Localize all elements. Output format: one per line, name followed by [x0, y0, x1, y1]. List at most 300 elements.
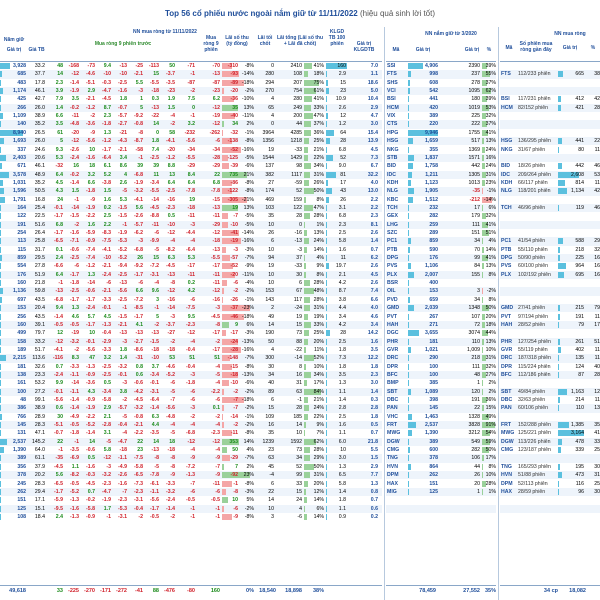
avg-price: 46.1: [34, 88, 45, 95]
buy-session-value: -4.1: [134, 196, 143, 203]
buy-session-value: -2.4: [54, 371, 63, 378]
table-row: [386, 254, 496, 262]
profit-unreal-pct: -6%: [244, 380, 254, 387]
profit-total-pct: 52%: [313, 355, 324, 362]
table-row: [386, 363, 496, 371]
klgd-gt-value: 1.6: [370, 338, 378, 345]
profit-unreal-pct: -2%: [244, 505, 254, 512]
buy-session-value: -1: [190, 71, 195, 78]
table-row: [0, 271, 382, 279]
avg-price: 21.8: [34, 280, 45, 287]
buy-session-value: -1.5: [150, 338, 159, 345]
avg-price: 25.4: [34, 204, 45, 211]
profit-pct: [482, 505, 496, 513]
table-row: [0, 313, 382, 321]
buy-session-value: 2.2: [103, 221, 111, 228]
klgd-value: 2.5: [338, 338, 346, 345]
profit-real-value: 6: [271, 397, 274, 403]
ticker-code: [501, 196, 518, 204]
buy-session-value: -5: [122, 188, 127, 195]
buy-session-value: -2.5: [70, 255, 79, 262]
klgd-gt-value: 1.8: [370, 413, 378, 420]
klgd-gt-value: 6.2: [370, 255, 378, 262]
klgd-value: 1.1: [338, 505, 346, 512]
sessions-count: [518, 229, 558, 237]
profit-real-value: 6: [271, 480, 274, 487]
hold-value: 1,905: [425, 188, 438, 195]
sessions-count: [518, 129, 558, 137]
profit-value: -212: [469, 196, 480, 203]
buy-session-value: -2.1: [118, 321, 127, 328]
buy-session-value: -2.7: [134, 338, 143, 345]
hold-value: 766: [17, 413, 26, 420]
profit-unreal-pct: -5%: [244, 154, 254, 161]
profit-unreal-pct: -7%: [244, 455, 254, 462]
buy-session-value: -6: [190, 397, 195, 403]
hold-value: 1,791: [13, 196, 26, 203]
buy-session-value: -6: [106, 280, 111, 287]
hold-value: 420: [429, 104, 438, 111]
sessions-count: 55/110 phiên: [518, 246, 548, 253]
profit-unreal-pct: -6%: [244, 163, 254, 170]
hdr-net-buy: Mua ròng 9 phiên: [203, 35, 219, 53]
profit-real-value: 45: [268, 463, 274, 470]
buy-session-value: -7.4: [86, 246, 95, 253]
profit-value: [442, 513, 480, 521]
table-row: [386, 354, 496, 362]
buy-session-value: 18: [89, 163, 95, 170]
buy-session-value: -5.9: [86, 230, 95, 236]
ticker-code: HCM: [387, 104, 399, 111]
net-buy-value: 441: [575, 138, 584, 145]
table-row: [500, 496, 600, 504]
hold-value: 389: [429, 438, 438, 445]
net-buy-value: -17: [212, 263, 220, 270]
buy-session-value: -31: [135, 355, 143, 362]
buy-session-value: -1.1: [70, 388, 79, 395]
profit-total-value: 280: [293, 96, 302, 103]
buy-session-value: 3.1: [103, 430, 111, 437]
buy-session-value: -7.2: [186, 463, 195, 470]
buy-session-value: -9.5: [54, 505, 63, 512]
buy-session-value: 47: [89, 355, 95, 362]
net-buy-value: [558, 129, 584, 137]
buy-session-value: -1.8: [86, 188, 95, 195]
ticker-code: STB: [387, 154, 398, 161]
buy-session-value: -9: [190, 455, 195, 462]
profit-total-pct: 31%: [313, 305, 324, 312]
table-row: [386, 404, 496, 412]
buy-session-value: -8: [170, 455, 175, 462]
table-row: [0, 212, 382, 220]
buy-session-value: 16: [73, 163, 79, 170]
buy-session-value: -0.9: [86, 513, 95, 520]
avg-price: 15.1: [34, 505, 45, 512]
avg-price: 18.4: [34, 513, 45, 520]
net-buy-value: -5.5: [211, 255, 220, 262]
buy-session-value: -4: [154, 280, 159, 287]
net-buy-pct: 29: [594, 238, 600, 245]
buy-session-value: 1.3: [71, 305, 79, 312]
ticker-code: DRC: [387, 355, 399, 362]
buy-session-value: -4: [190, 238, 195, 245]
buy-session-value: 8.4: [187, 171, 195, 178]
hold-value: 153: [17, 305, 26, 312]
buy-session-value: -5.2: [166, 371, 175, 378]
ticker-code: PTB: [387, 246, 398, 253]
profit-total-pct: 19%: [313, 313, 324, 320]
buy-session-value: 2.4: [55, 513, 63, 520]
table-row: [500, 104, 600, 112]
profit-real-value: 382: [265, 171, 274, 178]
table-row: [386, 304, 496, 312]
hold-value: 1,136: [13, 288, 26, 295]
net-buy-value: -11: [212, 280, 220, 287]
ticker-code: [501, 229, 518, 237]
table-row: [0, 513, 382, 521]
ticker-code: [501, 513, 518, 521]
table-row: [500, 62, 600, 70]
buy-session-value: 5.3: [187, 255, 195, 262]
buy-session-value: -2.3: [166, 204, 175, 211]
avg-price: 37.9: [34, 463, 45, 470]
hold-value: 100: [429, 363, 438, 370]
ticker-code: DPG: [501, 255, 513, 262]
profit-total-pct: 20%: [313, 480, 324, 487]
buy-session-value: 8.8: [167, 163, 175, 170]
hdr-klgd: KLGD TB 100 phiên: [328, 29, 346, 47]
buy-session-value: 22: [137, 438, 143, 445]
profit-unreal-value: -40: [230, 113, 238, 120]
table-row: [500, 137, 600, 145]
profit-total-pct: 34%: [313, 163, 324, 170]
profit-unreal-value: -3: [233, 246, 238, 253]
sessions-count: 127/254 phiên: [518, 338, 551, 345]
net-buy-value: [558, 212, 584, 220]
profit-value: 17: [474, 204, 480, 211]
profit-real-value: 3: [271, 513, 274, 520]
ticker-code: KDH: [501, 179, 513, 186]
table-row: [0, 404, 382, 412]
net-buy-pct: [586, 229, 600, 237]
hold-value: 542: [429, 88, 438, 95]
table-row: [0, 196, 382, 204]
klgd-value: 12: [340, 113, 346, 120]
buy-session-value: -12: [71, 138, 79, 145]
table-row: [386, 271, 496, 279]
buy-session-value: 3.4: [119, 154, 127, 161]
hold-value: 1,390: [13, 447, 26, 454]
table-row: [386, 70, 496, 78]
buy-session-value: -2.3: [118, 497, 127, 504]
net-buy-value: 124: [575, 363, 584, 370]
ticker-code: [501, 329, 518, 337]
net-buy-pct: 42: [594, 188, 600, 195]
profit-total-pct: 34%: [313, 371, 324, 378]
profit-total-value: 15: [296, 321, 302, 328]
klgd-value: 2.1: [338, 271, 346, 278]
sessions-count: 112/186 phiên: [518, 371, 551, 378]
profit-total-pct: 75%: [313, 79, 324, 86]
klgd-value: 1.4: [338, 397, 346, 403]
ticker-code: [501, 505, 518, 513]
sessions-count: [518, 496, 558, 504]
table-row: [0, 421, 382, 429]
profit-total-value: -59: [294, 179, 302, 186]
buy-session-value: -6.2: [134, 230, 143, 236]
buy-session-value: 0.5: [87, 455, 95, 462]
profit-total-value: 10: [296, 430, 302, 437]
buy-session-value: -0.1: [54, 204, 63, 211]
buy-session-value: -8.2: [70, 472, 79, 479]
buy-session-value: -0.6: [86, 447, 95, 454]
buy-session-value: 14: [89, 438, 95, 445]
ticker-code: HAX: [387, 480, 398, 487]
profit-unreal-value: -28: [230, 346, 238, 353]
klgd-value: 1.8: [338, 497, 346, 504]
table-row: [500, 388, 600, 396]
ticker-code: [501, 112, 518, 120]
profit-unreal-pct: -8%: [244, 63, 254, 69]
profit-real-value: 10: [268, 246, 274, 253]
profit-unreal-value: -89: [230, 79, 238, 86]
profit-total-value: 52: [296, 188, 302, 195]
profit-total-pct: 8%: [316, 196, 324, 203]
profit-unreal-value: -122: [227, 188, 238, 195]
klgd-value: 43: [340, 188, 346, 195]
buy-session-value: 7.9: [55, 96, 63, 103]
hold-value: [408, 505, 438, 513]
profit-real-value: 94: [268, 255, 274, 262]
klgd-value: 1.6: [338, 422, 346, 429]
klgd-gt-value: 8.1: [370, 221, 378, 228]
buy-session-value: -5.9: [54, 497, 63, 504]
avg-price: 145.2: [32, 438, 45, 445]
profit-value: 70: [474, 246, 480, 253]
klgd-value: 28: [340, 330, 346, 337]
net-buy-pct: [586, 379, 600, 387]
avg-price: 20.4: [34, 305, 45, 312]
buy-session-value: 0.2: [187, 280, 195, 287]
buy-session-value: 9.4: [55, 305, 63, 312]
table-row: [0, 446, 382, 454]
klgd-gt-value: 7.3: [370, 154, 378, 161]
buy-session-value: -87: [187, 79, 195, 86]
sessions-count: 18/26 phiên: [518, 163, 546, 170]
net-buy-value: 964: [575, 263, 584, 270]
buy-session-value: -0.5: [70, 480, 79, 487]
buy-session-value: -5: [170, 430, 175, 437]
buy-session-value: -4.5: [134, 397, 143, 403]
buy-session-value: 5.8: [103, 447, 111, 454]
profit-unreal-pct: 4%: [246, 447, 254, 454]
total-unreal-pct: 0%: [246, 588, 254, 594]
buy-session-value: -3.7: [166, 71, 175, 78]
klgd-gt-value: 0.7: [370, 246, 378, 253]
buy-session-value: -5.2: [118, 246, 127, 253]
profit-total-value: 4: [299, 505, 302, 512]
table-row: [0, 187, 382, 195]
table-row: [386, 246, 496, 254]
ticker-code: BFC: [387, 371, 398, 378]
buy-session-value: -18: [167, 346, 175, 353]
hold-value: 1,211: [425, 171, 438, 178]
table-row: [500, 329, 600, 337]
buy-session-value: -11: [151, 221, 159, 228]
buy-session-value: -1.7: [134, 313, 143, 320]
buy-session-value: -1.7: [70, 296, 79, 303]
buy-session-value: 0: [156, 129, 159, 136]
profit-value: 107: [471, 313, 480, 320]
buy-session-value: -116: [52, 355, 63, 362]
avg-price: 25.8: [34, 238, 45, 245]
buy-session-value: 58: [169, 129, 175, 136]
profit-value: 99: [474, 255, 480, 262]
net-buy-pct: 79: [594, 305, 600, 312]
klgd-gt-value: 4.5: [370, 146, 378, 153]
buy-session-value: -6: [170, 380, 175, 387]
profit-total-pct: 12%: [313, 488, 324, 495]
profit-value: 1: [477, 488, 480, 495]
buy-session-value: -0.6: [134, 380, 143, 387]
profit-total-value: 1429: [290, 154, 302, 161]
buy-session-value: -1.7: [54, 230, 63, 236]
profit-total-value: 52: [296, 463, 302, 470]
klgd-gt-value: 4.6: [370, 313, 378, 320]
hold-value: 262: [429, 472, 438, 479]
buy-session-value: -0.9: [86, 397, 95, 403]
sessions-count: [518, 379, 558, 387]
net-buy-value: -13: [212, 246, 220, 253]
profit-total-pct: 4%: [316, 255, 324, 262]
buy-session-value: 0.1: [55, 246, 63, 253]
hold-value: 337: [17, 146, 26, 153]
profit-total-pct: 47%: [313, 113, 324, 120]
buy-session-value: -6.5: [54, 480, 63, 487]
profit-real-value: 153: [265, 288, 274, 295]
profit-value: 3: [477, 288, 480, 295]
hold-value: 140: [17, 121, 26, 128]
buy-session-value: -1.7: [54, 488, 63, 495]
net-buy-pct: 32: [594, 246, 600, 253]
buy-session-value: -8.3: [102, 230, 111, 236]
ticker-code: DPM: [387, 472, 399, 479]
ticker-code: [387, 505, 407, 513]
net-buy-pct: 51: [594, 338, 600, 345]
ticker-code: GVR: [501, 346, 513, 353]
sessions-count: 117/231 phiên: [518, 96, 551, 103]
buy-session-value: 50: [169, 63, 175, 69]
table-row: [386, 120, 496, 128]
profit-unreal-value: -310: [227, 63, 238, 69]
hold-value: 122: [17, 213, 26, 220]
ticker-code: BMP: [387, 380, 399, 387]
buy-session-value: 3.9: [55, 88, 63, 95]
buy-session-value: -1.1: [118, 455, 127, 462]
buy-session-value: 2.9: [103, 405, 111, 412]
net-buy-value: -2: [215, 338, 220, 345]
buy-session-value: -3: [138, 238, 143, 245]
profit-unreal-pct: -8%: [244, 188, 254, 195]
hold-value: 181: [17, 363, 26, 370]
table-row: [386, 480, 496, 488]
hold-value: 245: [17, 480, 26, 487]
profit-value: 1755: [468, 129, 480, 136]
buy-session-value: -5.8: [102, 397, 111, 403]
buy-session-value: -3.2: [70, 338, 79, 345]
buy-session-value: -1: [74, 196, 79, 203]
profit-unreal-pct: -11%: [242, 113, 254, 120]
profit-real-value: 50: [268, 338, 274, 345]
profit-total-pct: 48%: [313, 288, 324, 295]
ticker-code: TNG: [387, 455, 398, 462]
hold-value: 859: [17, 255, 26, 262]
buy-session-value: -8.5: [134, 305, 143, 312]
hold-value: 290: [429, 355, 438, 362]
net-buy-value: 225: [575, 255, 584, 262]
buy-session-value: -2.1: [86, 96, 95, 103]
klgd-gt-value: 0.6: [370, 505, 378, 512]
klgd-gt-value: 7.0: [370, 63, 378, 69]
buy-session-value: 2.9: [87, 88, 95, 95]
profit-total-value: -6: [297, 513, 302, 520]
buy-session-value: 0: [192, 104, 195, 111]
hold-value: 271: [429, 321, 438, 328]
buy-session-value: 6.3: [151, 413, 159, 420]
buy-session-value: -8.7: [134, 138, 143, 145]
profit-pct: 8%: [488, 463, 496, 470]
net-buy-pct: [586, 196, 600, 204]
avg-price: 23.3: [34, 371, 45, 378]
profit-real-value: 294: [265, 79, 274, 86]
net-buy-value: -13: [212, 71, 220, 78]
ticker-code: PAN: [387, 405, 398, 412]
profit-total-pct: 29%: [313, 455, 324, 462]
hdr-hold: Năm giữ: [3, 37, 25, 43]
profit-real-value: 143: [265, 296, 274, 303]
ticker-code: HSG: [501, 138, 513, 145]
hold-value: 181: [429, 338, 438, 345]
net-buy-pct: 11: [594, 346, 600, 353]
buy-session-value: -12: [187, 438, 195, 445]
klgd-gt-value: 3.0: [370, 380, 378, 387]
ticker-code: [501, 496, 518, 504]
avg-price: 17.8: [34, 79, 45, 86]
ticker-code: [501, 129, 518, 137]
buy-session-value: -6: [190, 388, 195, 395]
table-row: [500, 413, 600, 421]
profit-total-pct: 33%: [313, 104, 324, 111]
buy-session-value: -2.4: [70, 154, 79, 161]
buy-session-value: -4.5: [54, 463, 63, 470]
profit-total-pct: 36%: [313, 129, 324, 136]
sessions-count: 123/187 phiên: [518, 447, 551, 454]
klgd-value: 2.3: [338, 221, 346, 228]
buy-session-value: 22: [57, 438, 63, 445]
hold-value: 1,512: [425, 196, 438, 203]
net-buy-pct: 53: [594, 171, 600, 178]
net-buy-pct: [586, 413, 600, 421]
buy-session-value: -5.7: [118, 113, 127, 120]
buy-session-value: -2: [74, 221, 79, 228]
ticker-code: CTS: [387, 121, 398, 128]
ticker-code: [387, 496, 407, 504]
buy-session-value: -5.6: [86, 138, 95, 145]
table-row: [386, 388, 496, 396]
buy-session-value: 5.3: [119, 196, 127, 203]
hold-value: 160: [17, 321, 26, 328]
buy-session-value: -4.5: [166, 263, 175, 270]
